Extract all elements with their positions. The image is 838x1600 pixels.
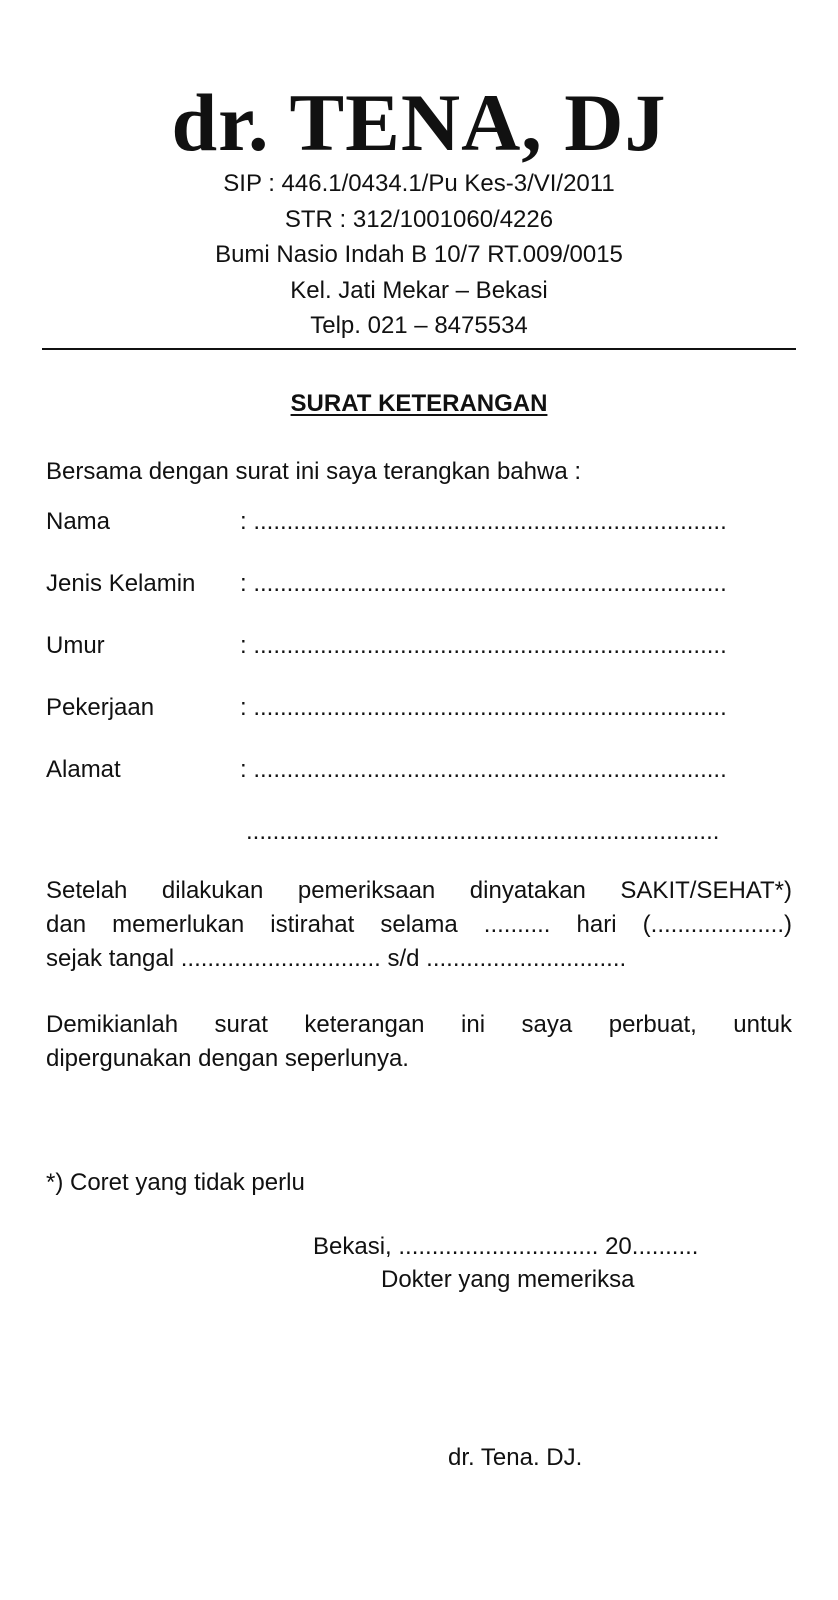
field-blank: ....................................................................... (246, 818, 720, 845)
field-blank: : ....................................................................... (240, 632, 727, 659)
examination-line: Setelah dilakukan pemeriksaan dinyatakan SAKIT/SEHAT*) (46, 877, 792, 904)
field-label: Jenis Kelamin (46, 570, 196, 597)
field-label: Umur (46, 632, 105, 659)
letterhead-details (0, 166, 838, 344)
phone-line: Telp. 021 – 8475534 (310, 312, 528, 339)
field-label: Alamat (46, 756, 121, 783)
examination-line: dan memerlukan istirahat selama .......... hari (....................) (46, 911, 792, 938)
field-label: Nama (46, 508, 111, 535)
intro-sentence: Bersama dengan surat ini saya terangkan bahwa : (46, 458, 581, 485)
examination-line: sejak tangal .............................. s/d .............................. (46, 945, 627, 972)
closing-line: Demikianlah surat keterangan ini saya perbuat, untuk (46, 1011, 792, 1038)
sip-number: SIP : 446.1/0434.1/Pu Kes-3/VI/2011 (223, 170, 615, 197)
examination-paragraph (46, 874, 792, 976)
letterhead-divider (42, 348, 796, 350)
str-number: STR : 312/1001060/4226 (284, 205, 554, 233)
signature-place-date: Bekasi, .............................. 20.......... (313, 1233, 699, 1260)
doctor-name-heading: dr. TENA, DJ (171, 77, 667, 168)
field-blank: : ....................................................................... (240, 508, 727, 535)
district-line: Kel. Jati Mekar – Bekasi (290, 276, 548, 304)
signature-name: dr. Tena. DJ. (448, 1444, 583, 1471)
field-blank: : ....................................................................... (240, 756, 727, 783)
closing-line: dipergunakan dengan seperlunya. (46, 1045, 409, 1072)
field-blank: : ....................................................................... (240, 694, 727, 721)
footnote: *) Coret yang tidak perlu (46, 1169, 305, 1196)
document-title: SURAT KETERANGAN (290, 390, 548, 417)
field-blank: : ....................................................................... (240, 570, 727, 597)
field-label: Pekerjaan (46, 694, 155, 721)
address-line: Bumi Nasio Indah B 10/7 RT.009/0015 (215, 241, 623, 268)
signature-role: Dokter yang memeriksa (381, 1266, 635, 1293)
closing-paragraph (46, 1008, 792, 1076)
